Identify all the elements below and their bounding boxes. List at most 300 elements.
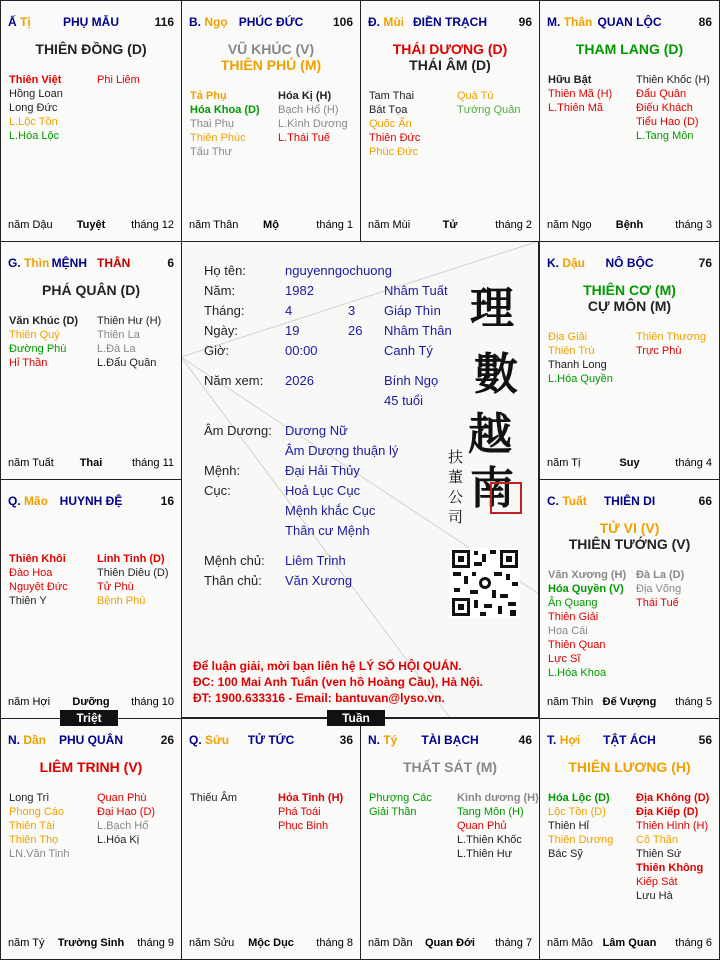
star: Tấu Thư bbox=[190, 146, 233, 158]
cuc-value: Hoả Lục Cục bbox=[285, 483, 361, 498]
nam-value: 1982 bbox=[285, 283, 314, 298]
star: Thiên Khôi bbox=[9, 553, 66, 565]
star: L.Hóa Lộc bbox=[9, 130, 60, 142]
palace-name: TỬ TỨC bbox=[247, 733, 295, 747]
star: Hữu Bật bbox=[548, 74, 592, 86]
star: L.Thái Tuế bbox=[278, 132, 330, 144]
palace-footer bbox=[8, 219, 174, 233]
footer-year: năm Sửu bbox=[189, 937, 235, 949]
thang-can: Giáp Thìn bbox=[384, 303, 441, 318]
star: Thiên Thọ bbox=[9, 834, 59, 846]
palace-number: 116 bbox=[154, 15, 174, 29]
star: Thiên Thương bbox=[636, 331, 707, 343]
palace-number: 56 bbox=[698, 733, 712, 747]
star: Thiên Không bbox=[636, 862, 704, 874]
palace-number: 66 bbox=[698, 494, 712, 508]
star: Đào Hoa bbox=[9, 567, 53, 579]
can-chi: C. Tuất bbox=[547, 494, 587, 508]
am-duong-value: Dương Nữ bbox=[285, 423, 348, 438]
qr-code[interactable] bbox=[450, 548, 520, 618]
footer-year: năm Thìn bbox=[547, 696, 594, 708]
star: Hóa Kị (H) bbox=[278, 90, 332, 102]
palace-cell-dan[interactable] bbox=[0, 718, 182, 960]
star: Thiên Trù bbox=[548, 345, 595, 357]
star: Phúc Đức bbox=[369, 146, 418, 158]
main-star: PHÁ QUÂN (D) bbox=[42, 282, 140, 298]
seal-char-2: 數 bbox=[474, 349, 518, 400]
palace-footer bbox=[368, 937, 532, 951]
ngay-can: Nhâm Thân bbox=[384, 323, 452, 338]
star: Kiếp Sát bbox=[636, 876, 678, 888]
star: Thiên Diêu (D) bbox=[97, 567, 169, 579]
star: Tướng Quân bbox=[457, 104, 521, 116]
star: Hóa Lộc (D) bbox=[548, 792, 610, 804]
can-chi: N. Dần bbox=[8, 733, 47, 747]
star: Tam Thai bbox=[369, 90, 415, 102]
footer-stage: Trường Sinh bbox=[57, 937, 125, 949]
palace-name: QUAN LỘC bbox=[597, 15, 662, 29]
stars-left bbox=[190, 89, 260, 159]
ngay-label: Ngày: bbox=[204, 323, 238, 338]
star: Địa Võng bbox=[636, 583, 682, 595]
can-chi: N. Tý bbox=[368, 733, 398, 747]
contact-line-1: Để luận giải, mời bạn liên hệ LÝ SỐ HỘI QUÁN. bbox=[193, 659, 462, 673]
star: Đại Hao (D) bbox=[97, 806, 156, 818]
footer-year: năm Mùi bbox=[368, 219, 411, 231]
star: Cô Thần bbox=[636, 834, 678, 846]
stars-left bbox=[548, 791, 613, 861]
star: Thiên Hỉ bbox=[548, 820, 589, 832]
main-star: LIÊM TRINH (V) bbox=[39, 759, 143, 775]
star: Thai Phụ bbox=[190, 118, 235, 130]
star: L.Thiên Mã bbox=[548, 102, 604, 114]
footer-year: năm Tuất bbox=[8, 457, 54, 469]
star: Thiên Quý bbox=[9, 329, 60, 341]
star: Quốc Ấn bbox=[369, 118, 412, 130]
star: Thiên Dương bbox=[548, 834, 614, 846]
can-chi: Q. Mão bbox=[8, 494, 49, 508]
star: Phong Cáo bbox=[9, 806, 65, 818]
main-star: THÁI ÂM (D) bbox=[409, 57, 491, 73]
footer-month: tháng 6 bbox=[675, 937, 712, 949]
menh-value: Đại Hải Thủy bbox=[285, 463, 360, 478]
red-stamp bbox=[490, 482, 522, 514]
seal-small-4: 司 bbox=[448, 508, 464, 526]
star: Hỏa Tinh (H) bbox=[278, 792, 344, 804]
main-stars bbox=[1, 282, 181, 298]
palace-cell-mao[interactable] bbox=[0, 479, 182, 719]
footer-year: năm Ngọ bbox=[547, 219, 592, 231]
footer-year: năm Mão bbox=[547, 937, 593, 949]
menh-chu-label: Mệnh chủ: bbox=[204, 553, 265, 568]
nam-xem-value: 2026 bbox=[285, 373, 314, 388]
palace-number: 96 bbox=[518, 15, 532, 29]
main-stars bbox=[540, 759, 719, 775]
stars-left bbox=[369, 791, 432, 819]
tuoi-value: 45 tuổi bbox=[384, 393, 424, 408]
triet-tag: Triệt bbox=[60, 710, 118, 726]
main-stars bbox=[361, 41, 539, 73]
am-duong-2: Âm Dương thuận lý bbox=[285, 443, 399, 458]
palace-header bbox=[547, 494, 712, 510]
footer-month: tháng 5 bbox=[675, 696, 712, 708]
main-star: THAM LANG (D) bbox=[575, 41, 684, 57]
stars-right bbox=[636, 791, 709, 903]
footer-month: tháng 12 bbox=[131, 219, 174, 231]
star: L.Hóa Kị bbox=[97, 834, 140, 846]
star: L.Kình Dương bbox=[278, 118, 348, 130]
star: Hỉ Thần bbox=[9, 357, 48, 369]
palace-footer bbox=[8, 457, 174, 471]
palace-name: ĐIỀN TRẠCH bbox=[413, 15, 487, 29]
palace-header bbox=[547, 256, 712, 272]
star: L.Đẩu Quân bbox=[97, 357, 157, 369]
star: Thiên Mã (H) bbox=[548, 88, 613, 100]
footer-month: tháng 8 bbox=[316, 937, 353, 949]
can-chi: Ấ Tị bbox=[8, 15, 31, 29]
main-stars bbox=[1, 759, 181, 775]
seal-char-4: 南 bbox=[470, 463, 514, 514]
palace-header bbox=[547, 15, 712, 31]
star: Lộc Tồn (D) bbox=[548, 806, 606, 818]
contact-line-2: ĐC: 100 Mai Anh Tuấn (ven hồ Hoàng Cầu), Hà Nội. bbox=[193, 675, 484, 689]
seal-char-3: 越 bbox=[468, 409, 512, 460]
stars-right bbox=[636, 568, 684, 610]
palace-name: TẬT ÁCH bbox=[603, 733, 656, 747]
stars-right bbox=[278, 791, 343, 833]
star: Bác Sỹ bbox=[548, 848, 583, 860]
palace-number: 16 bbox=[160, 494, 174, 508]
star: Điếu Khách bbox=[636, 102, 693, 114]
footer-stage: Thai bbox=[79, 457, 103, 469]
star: LN.Văn Tinh bbox=[9, 848, 70, 860]
can-chi: Đ. Mùi bbox=[368, 15, 405, 29]
palace-number: 46 bbox=[518, 733, 532, 747]
star: Thanh Long bbox=[548, 359, 607, 371]
star: Thiên Giải bbox=[548, 611, 599, 623]
can-chi: K. Dậu bbox=[547, 256, 586, 270]
footer-month: tháng 7 bbox=[495, 937, 532, 949]
palace-name: NÔ BỘC bbox=[605, 256, 654, 270]
star: Thiên Việt bbox=[9, 74, 62, 86]
star: Văn Khúc (D) bbox=[9, 315, 79, 327]
nam-label: Năm: bbox=[204, 283, 236, 298]
contact-block bbox=[193, 658, 483, 706]
palace-cell-dau[interactable] bbox=[539, 241, 720, 480]
star: Quan Phủ bbox=[457, 820, 507, 832]
stars-right bbox=[457, 89, 521, 117]
star: L.Thiên Khốc bbox=[457, 834, 522, 846]
seal-small-1: 扶 bbox=[448, 448, 464, 466]
main-star: THIÊN LƯƠNG (H) bbox=[568, 759, 691, 775]
palace-header bbox=[8, 256, 174, 272]
palace-cell-thin[interactable] bbox=[0, 241, 182, 480]
palace-footer bbox=[189, 219, 353, 233]
footer-month: tháng 1 bbox=[316, 219, 353, 231]
footer-month: tháng 2 bbox=[495, 219, 532, 231]
footer-stage: Mộc Dục bbox=[248, 937, 294, 949]
star: Bạch Hổ (H) bbox=[278, 104, 339, 116]
star: L.Lộc Tồn bbox=[9, 116, 58, 128]
tuan-tag: Tuần bbox=[327, 710, 385, 726]
star: Thái Tuế bbox=[636, 597, 679, 609]
stars-right bbox=[97, 314, 161, 370]
ngay-am: 26 bbox=[348, 323, 363, 338]
star: Phượng Các bbox=[369, 792, 432, 804]
star: Địa Giải bbox=[548, 331, 588, 343]
am-duong-label: Âm Dương: bbox=[204, 423, 272, 438]
star: Hồng Loan bbox=[9, 88, 63, 100]
palace-cell-ngo[interactable] bbox=[181, 0, 361, 242]
thang-value: 4 bbox=[285, 303, 293, 318]
palace-number: 6 bbox=[167, 256, 174, 270]
star: Thiên Tài bbox=[9, 820, 55, 832]
main-star: THẤT SÁT (M) bbox=[402, 759, 498, 775]
palace-name: PHÚC ĐỨC bbox=[238, 15, 304, 29]
star: Kình dương (H) bbox=[457, 792, 539, 804]
stars-left bbox=[369, 89, 420, 159]
star: Phá Toái bbox=[278, 806, 321, 818]
palace-number: 76 bbox=[698, 256, 712, 270]
main-stars bbox=[361, 759, 539, 775]
palace-header bbox=[189, 15, 353, 31]
palace-cell-mui[interactable] bbox=[360, 0, 540, 242]
star: Thiên Khốc (H) bbox=[636, 74, 710, 86]
main-star: THIÊN ĐỒNG (D) bbox=[35, 41, 147, 57]
main-star: TỬ VI (V) bbox=[599, 520, 660, 536]
star: Tả Phụ bbox=[190, 90, 227, 102]
main-star: THIÊN PHỦ (M) bbox=[220, 57, 322, 73]
cuc-3: Thân cư Mệnh bbox=[285, 523, 370, 538]
footer-month: tháng 10 bbox=[131, 696, 174, 708]
stars-left bbox=[190, 791, 237, 805]
star: Thiên Sứ bbox=[636, 848, 682, 860]
gio-can: Canh Tý bbox=[384, 343, 433, 358]
footer-stage: Suy bbox=[619, 457, 640, 469]
stars-left bbox=[548, 330, 613, 386]
palace-cell-ty2[interactable] bbox=[360, 718, 540, 960]
stars-right bbox=[636, 73, 710, 143]
palace-cell-than[interactable] bbox=[539, 0, 720, 242]
seal-small-3: 公 bbox=[448, 488, 464, 506]
star: Hoa Cái bbox=[548, 625, 588, 637]
star: Phục Binh bbox=[278, 820, 329, 832]
main-star: THIÊN TƯỚNG (V) bbox=[568, 536, 691, 552]
palace-header bbox=[368, 15, 532, 31]
stars-right bbox=[97, 73, 140, 87]
palace-footer bbox=[547, 457, 712, 471]
footer-stage: Tử bbox=[442, 219, 458, 231]
palace-cell-suu[interactable] bbox=[181, 718, 361, 960]
star: Giải Thần bbox=[369, 806, 417, 818]
footer-stage: Đế Vượng bbox=[602, 696, 657, 708]
palace-number: 106 bbox=[332, 15, 353, 29]
footer-month: tháng 11 bbox=[131, 457, 174, 469]
palace-number: 86 bbox=[698, 15, 712, 29]
main-stars bbox=[540, 520, 719, 552]
star: Địa Kiếp (D) bbox=[636, 806, 699, 818]
palace-header bbox=[547, 733, 712, 749]
palace-name: THIÊN DI bbox=[603, 494, 656, 508]
palace-cell-ty[interactable] bbox=[0, 0, 182, 242]
star: Thiên Đức bbox=[369, 132, 421, 144]
star: Phi Liêm bbox=[97, 74, 140, 86]
than-chu-value: Văn Xương bbox=[285, 573, 353, 588]
main-star: THÁI DƯƠNG (D) bbox=[392, 41, 508, 57]
star: L.Đà La bbox=[97, 343, 136, 355]
palace-cell-tuat[interactable] bbox=[539, 479, 720, 719]
gio-value: 00:00 bbox=[285, 343, 318, 358]
palace-footer bbox=[8, 937, 174, 951]
seal-small-2: 董 bbox=[448, 468, 464, 486]
contact-line-3: ĐT: 1900.633316 - Email: bantuvan@lyso.vn. bbox=[193, 691, 445, 705]
gio-label: Giờ: bbox=[204, 343, 230, 358]
menh-label: Mệnh: bbox=[204, 463, 241, 478]
can-chi: G. Thìn bbox=[8, 256, 50, 270]
star: Thiên La bbox=[97, 329, 140, 341]
ho-ten-label: Họ tên: bbox=[204, 263, 246, 278]
cuc-label: Cục: bbox=[204, 483, 231, 498]
palace-footer bbox=[368, 219, 532, 233]
ho-ten-value: nguyenngochuong bbox=[285, 263, 392, 278]
star: L.Bạch Hổ bbox=[97, 820, 149, 832]
star: Hóa Quyền (V) bbox=[548, 583, 624, 595]
footer-stage: Mộ bbox=[263, 219, 279, 231]
palace-header bbox=[8, 494, 174, 510]
star: Đường Phù bbox=[9, 343, 67, 355]
footer-month: tháng 4 bbox=[675, 457, 712, 469]
star: Long Trì bbox=[9, 792, 50, 804]
than-marker: THÂN bbox=[97, 256, 131, 270]
star: Linh Tinh (D) bbox=[97, 553, 165, 565]
palace-name: PHỤ MẪU bbox=[63, 15, 119, 29]
main-stars bbox=[1, 41, 181, 57]
footer-year: năm Tị bbox=[547, 457, 581, 469]
thang-am: 3 bbox=[348, 303, 356, 318]
palace-name: HUYNH ĐỆ bbox=[59, 494, 123, 508]
palace-name: MỆNH THÂN bbox=[51, 256, 131, 270]
cuc-2: Mệnh khắc Cục bbox=[285, 503, 376, 518]
palace-number: 36 bbox=[339, 733, 353, 747]
palace-footer bbox=[189, 937, 353, 951]
stars-left bbox=[548, 568, 626, 680]
palace-name: PHU QUÂN bbox=[58, 733, 123, 747]
stars-left bbox=[9, 73, 63, 143]
nam-can: Nhâm Tuất bbox=[384, 283, 448, 298]
star: Thiên Hư (H) bbox=[97, 315, 162, 327]
can-chi: M. Thân bbox=[547, 15, 593, 29]
ngay-value: 19 bbox=[285, 323, 300, 338]
footer-year: năm Tý bbox=[8, 937, 45, 949]
palace-footer bbox=[547, 219, 712, 233]
main-stars bbox=[540, 282, 719, 314]
seal-char-1: 理 bbox=[470, 283, 514, 334]
star: Bát Tọa bbox=[369, 104, 408, 116]
footer-month: tháng 9 bbox=[137, 937, 174, 949]
palace-footer bbox=[547, 937, 712, 951]
main-star: THIÊN CƠ (M) bbox=[583, 282, 676, 298]
stars-right bbox=[278, 89, 348, 145]
star: L.Thiên Hư bbox=[457, 848, 513, 860]
palace-header bbox=[8, 733, 174, 749]
nam-xem-label: Năm xem: bbox=[204, 373, 264, 388]
footer-stage: Dưỡng bbox=[72, 696, 110, 708]
stars-left bbox=[548, 73, 612, 115]
star: Đà La (D) bbox=[636, 569, 685, 581]
star: Bệnh Phù bbox=[97, 595, 146, 607]
footer-stage: Lâm Quan bbox=[602, 937, 657, 949]
star: Văn Xương (H) bbox=[548, 569, 627, 581]
main-star: CỰ MÔN (M) bbox=[587, 298, 672, 314]
palace-cell-hoi[interactable] bbox=[539, 718, 720, 960]
palace-header bbox=[8, 15, 174, 31]
stars-left bbox=[9, 791, 70, 861]
star: Thiên Y bbox=[9, 595, 47, 607]
star: Quan Phù bbox=[97, 792, 147, 804]
stars-right bbox=[97, 552, 169, 608]
footer-year: năm Hợi bbox=[8, 696, 51, 708]
palace-header bbox=[189, 733, 353, 749]
main-stars bbox=[540, 41, 719, 57]
stars-right bbox=[97, 791, 155, 847]
star: Long Đức bbox=[9, 102, 58, 114]
star: Thiên Phúc bbox=[190, 132, 246, 144]
star: Ân Quang bbox=[548, 597, 598, 609]
star: Địa Không (D) bbox=[636, 792, 710, 804]
stars-left bbox=[9, 552, 68, 608]
menh-chu-value: Liêm Trinh bbox=[285, 553, 346, 568]
star: Quả Tú bbox=[457, 90, 494, 102]
star: Tang Môn (H) bbox=[457, 806, 524, 818]
stars-right bbox=[457, 791, 539, 861]
can-chi: B. Ngọ bbox=[189, 15, 228, 29]
palace-header bbox=[368, 733, 532, 749]
nam-xem-can: Bính Ngọ bbox=[384, 373, 439, 388]
palace-footer bbox=[8, 696, 174, 710]
palace-number: 26 bbox=[160, 733, 174, 747]
star: Nguyệt Đức bbox=[9, 581, 68, 593]
can-chi: T. Hợi bbox=[547, 733, 581, 747]
stars-right bbox=[636, 330, 706, 358]
star: Tiểu Hao (D) bbox=[636, 116, 699, 128]
stars-left bbox=[9, 314, 78, 370]
palace-name: TÀI BẠCH bbox=[421, 733, 479, 747]
star: Thiên Hình (H) bbox=[636, 820, 709, 832]
footer-stage: Tuyệt bbox=[76, 219, 106, 231]
star: L.Hóa Quyền bbox=[548, 373, 613, 385]
than-chu-label: Thân chủ: bbox=[204, 573, 262, 588]
footer-year: năm Thân bbox=[189, 219, 239, 231]
main-stars bbox=[182, 41, 360, 73]
footer-stage: Quan Đới bbox=[425, 937, 475, 949]
star: Thiên Quan bbox=[548, 639, 606, 651]
star: Hóa Khoa (D) bbox=[190, 104, 260, 116]
footer-month: tháng 3 bbox=[675, 219, 712, 231]
star: Thiếu Âm bbox=[190, 792, 238, 804]
thang-label: Tháng: bbox=[204, 303, 245, 318]
can-chi: Q. Sửu bbox=[189, 733, 230, 747]
star: Trực Phù bbox=[636, 345, 682, 357]
footer-stage: Bệnh bbox=[615, 219, 644, 231]
star: Tử Phù bbox=[97, 581, 134, 593]
star: L.Tang Môn bbox=[636, 130, 694, 142]
footer-year: năm Dậu bbox=[8, 219, 53, 231]
star: Lực Sĩ bbox=[548, 653, 581, 665]
palace-footer bbox=[547, 696, 712, 710]
star: L.Hóa Khoa bbox=[548, 667, 607, 679]
star: Lưu Hà bbox=[636, 890, 673, 902]
main-star: VŨ KHÚC (V) bbox=[227, 41, 315, 57]
